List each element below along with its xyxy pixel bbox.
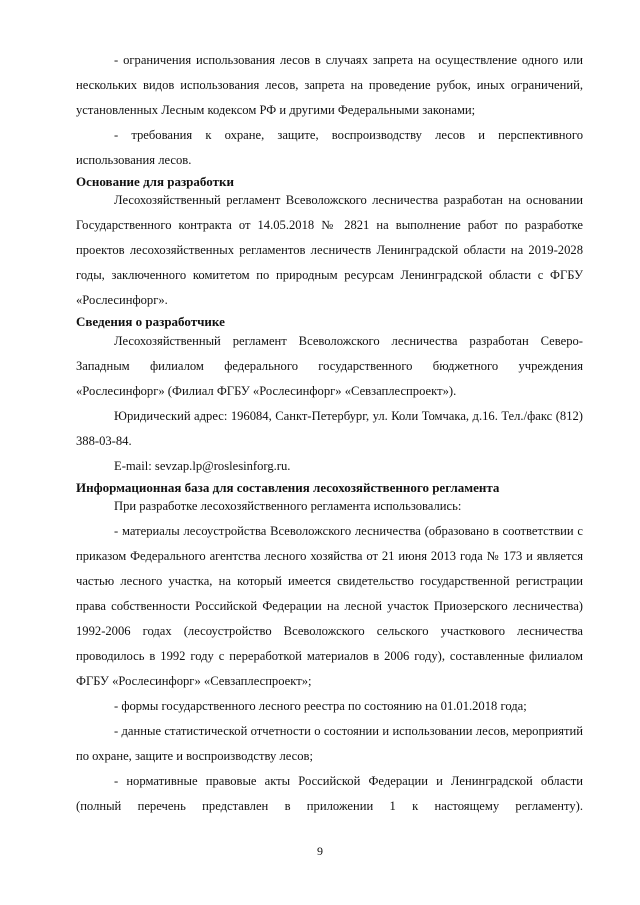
list-item-materials: - материалы лесоустройства Всеволожского лесничества (образовано в соответствии с приказом Федерального агентства лесного хозяйства от 21 июня 2013 года № 173 и является частью лесного участка, на который имеется свидетельство государственной регистрации права собственности Российской Федерации на лесной участок Приозерского лесничества) 1992-2006 годах (лесоустройство Всеволожского сельского участкового лесничества проводилось в 1992 году с переработкой материалов в 2006 году), составленные филиалом ФГБУ «Рослесинфорг» «Севзаплеспроект»; (76, 524, 583, 688)
heading-info-base: Информационная база для составления лесохозяйственного регламента (76, 480, 500, 495)
list-item-forms: - формы государственного лесного реестра по состоянию на 01.01.2018 года; (114, 699, 527, 713)
paragraph-restrictions: - ограничения использования лесов в случаях запрета на осуществление одного или нескольких видов использования лесов, запрета на проведение рубок, иных ограничений, установленных Лесным кодексом РФ и другими Федеральными законами; (76, 53, 583, 117)
list-item-legal-acts: - нормативные правовые акты Российской Федерации и Ленинградской области (полный перечень представлен в приложении 1 к настоящему регламенту). (76, 774, 583, 813)
paragraph-requirements: - требования к охране, защите, воспроизводству лесов и перспективного использования лесов. (76, 128, 583, 167)
document-page (76, 48, 583, 819)
heading-developer: Сведения о разработчике (76, 314, 225, 329)
list-item-statistics: - данные статистической отчетности о состоянии и использовании лесов, мероприятий по охране, защите и воспроизводству лесов; (76, 724, 583, 763)
page-number: 9 (317, 844, 323, 858)
paragraph-info-intro: При разработке лесохозяйственного регламента использовались: (114, 499, 462, 513)
paragraph-email: E-mail: sevzap.lp@roslesinforg.ru. (114, 459, 291, 473)
paragraph-basis: Лесохозяйственный регламент Всеволожского лесничества разработан на основании Государственного контракта от 14.05.2018 № 2821 на выполнение работ по разработке проектов лесохозяйственных регламентов лесничеств Ленинградской области на 2019-2028 годы, заключенного комитетом по природным ресурсам Ленинградской области с ФГБУ «Рослесинфорг». (76, 193, 583, 307)
heading-basis: Основание для разработки (76, 174, 234, 189)
paragraph-address: Юридический адрес: 196084, Санкт-Петербург, ул. Коли Томчака, д.16. Тел./факс (812) 388-03-84. (76, 409, 583, 448)
paragraph-developer: Лесохозяйственный регламент Всеволожского лесничества разработан Северо-Западным филиалом федерального государственного бюджетного учреждения «Рослесинфорг» (Филиал ФГБУ «Рослесинфорг» «Севзаплеспроект»). (76, 334, 583, 398)
